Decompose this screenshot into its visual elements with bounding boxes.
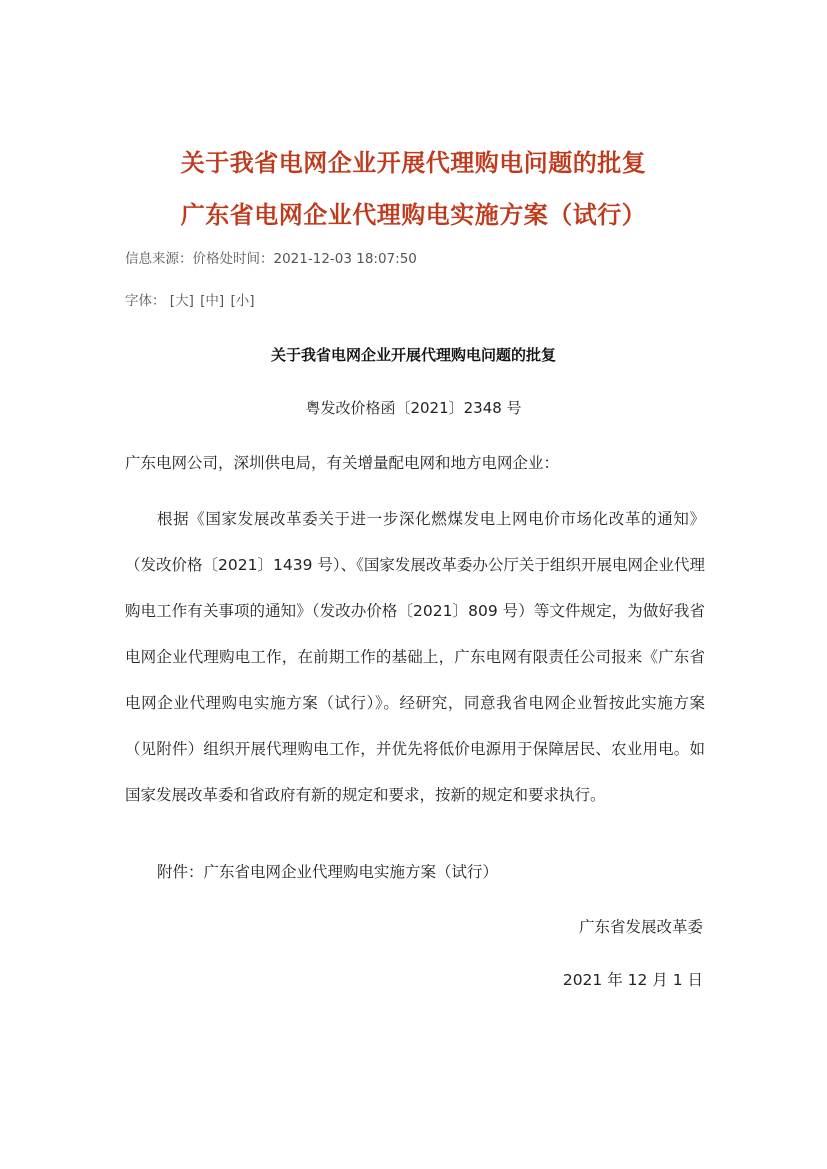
font-size-small-link[interactable]: [小]: [230, 293, 255, 309]
issue-date: 2021 年 12 月 1 日: [562, 971, 703, 989]
document-title: 关于我省电网企业开展代理购电问题的批复: [270, 346, 556, 364]
font-size-medium-link[interactable]: [中]: [200, 293, 225, 309]
page-subtitle: 广东省电网企业代理购电实施方案（试行）: [180, 201, 647, 229]
document-number: 粤发改价格函〔2021〕2348 号: [305, 399, 522, 417]
page-title: 关于我省电网企业开展代理购电问题的批复: [180, 149, 647, 177]
body-paragraph: 根据《国家发展改革委关于进一步深化燃煤发电上网电价市场化改革的通知》（发改价格〔2021〕1439 号）、《国家发展改革委办公厅关于组织开展电网企业代理购电工作有关事项的通知》（发改办价格〔2021〕809 号）等文件规定，为做好我省电网企业代理购电工作，在前期工作的基础上，广东电网有限责任公司报来《广东省电网企业代理购电实施方案（试行）》。经研究，同意我省电网企业暂按此实施方案（见附件）组织开展代理购电工作，并优先将低价电源用于保障居民、农业用电。如国家发展改革委和省政府有新的规定和要求，按新的规定和要求执行。: [125, 510, 705, 804]
font-size-selector: [125, 292, 257, 310]
signer: 广东省发展改革委: [578, 918, 703, 936]
attachment-line: 附件：广东省电网企业代理购电实施方案（试行）: [157, 863, 499, 881]
salutation: 广东电网公司，深圳供电局，有关增量配电网和地方电网企业：: [125, 454, 560, 472]
font-size-label: 字体：: [125, 293, 166, 309]
source-info: 信息来源：价格处时间：2021-12-03 18:07:50: [125, 251, 417, 267]
font-size-large-link[interactable]: [大]: [169, 293, 194, 309]
